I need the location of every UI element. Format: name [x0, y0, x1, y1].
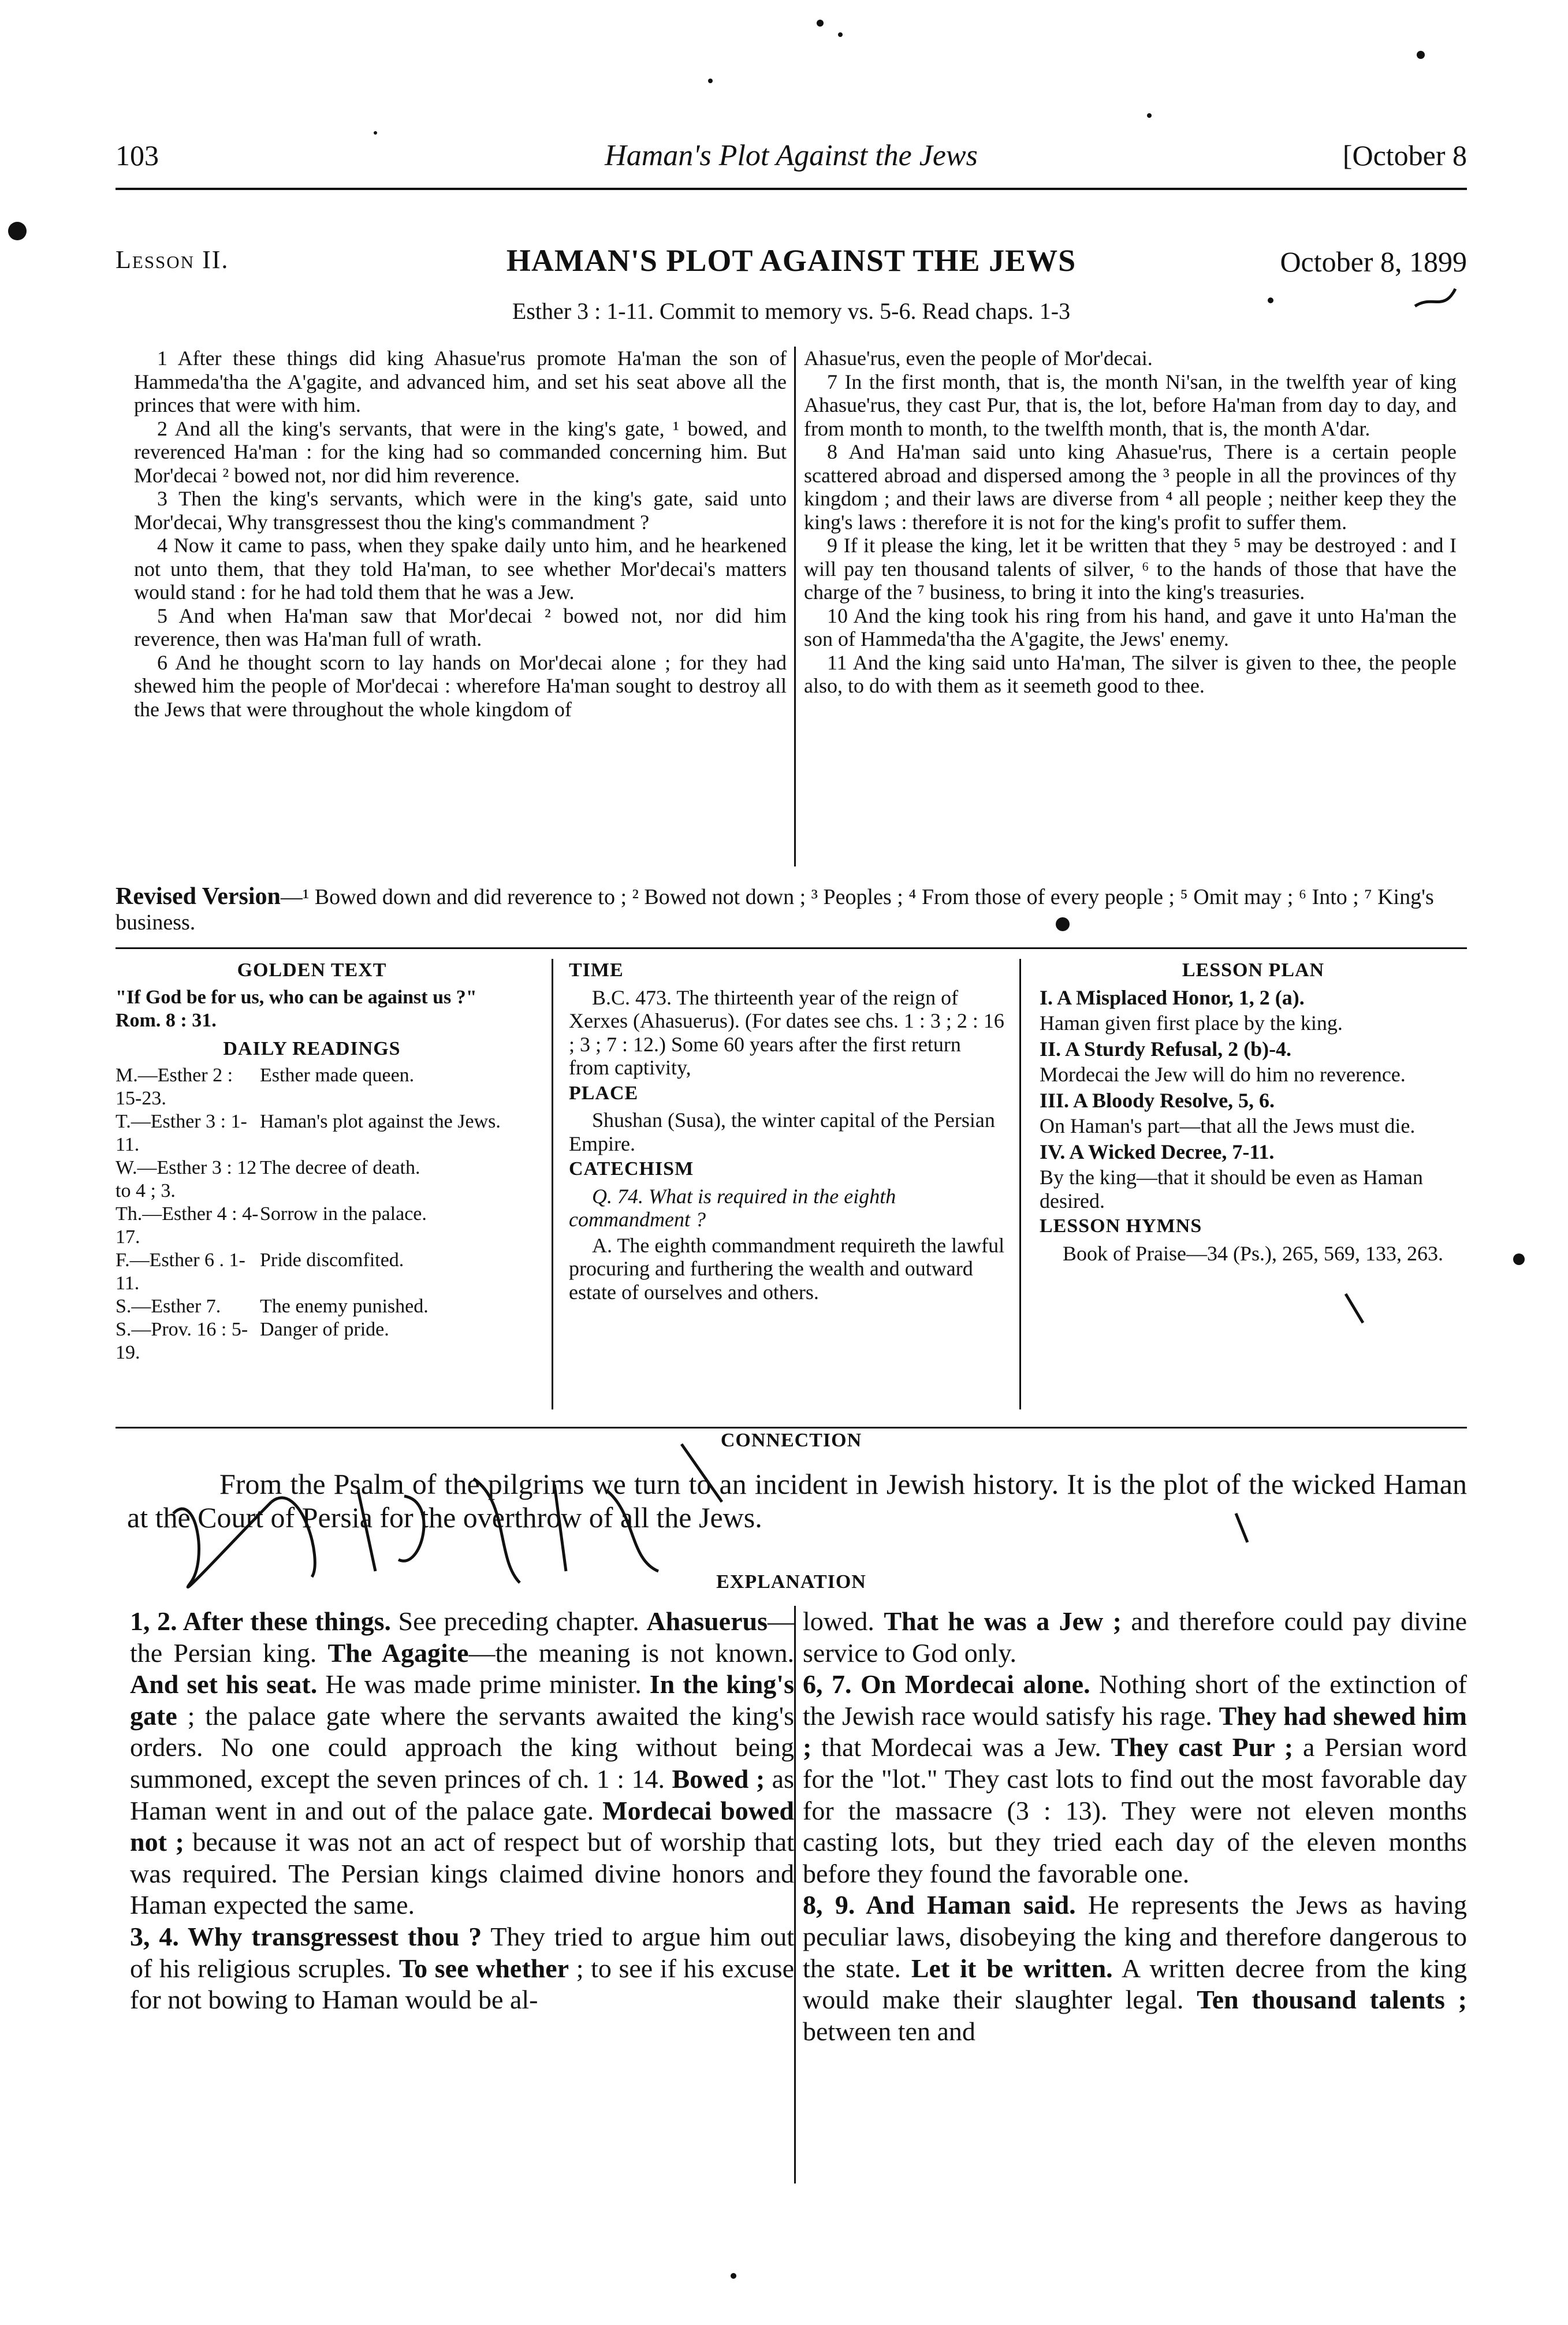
explanation-note: ; to see if his excuse for not bowing to Haman would be al- — [130, 1953, 795, 2015]
golden-text: "If God be for us, who can be against us ?" Rom. 8 : 31. — [116, 986, 477, 1031]
explanation-left-column — [130, 1606, 794, 2016]
verse: 8 And Ha'man said unto king Ahasue'rus, There is a certain people scattered abroad and dispersed among the ³ people in all the provinces of thy kingdom ; and their laws are diverse from ⁴ all people ; neither keep they the king's laws : therefore it is not for the king's profit to suffer them. — [804, 440, 1457, 534]
daily-reading — [116, 1203, 508, 1249]
lesson-hymns-heading: LESSON HYMNS — [1040, 1215, 1202, 1237]
plan-item-title: III. A Bloody Resolve, 5, 6. — [1040, 1088, 1275, 1112]
time-text: B.C. 473. The thirteenth year of the reign of Xerxes (Ahasuerus). (For dates see chs. 1 : 3 ; 2 : 16 ; 3 ; 7 : 12.) Some 60 years after the first return from captivity, — [569, 985, 1004, 1079]
lesson-title: HAMAN'S PLOT AGAINST THE JEWS — [506, 243, 1077, 278]
section-rule — [116, 947, 1467, 949]
reading-topic: The enemy punished. — [260, 1296, 429, 1317]
explanation-term: 3, 4. Why transgressest thou ? — [130, 1921, 482, 1951]
lesson-heading — [116, 243, 1467, 295]
verse: 9 If it please the king, let it be written that they ⁵ may be destroyed : and I will pay ten thousand talents of silver, ⁶ to the hands of those that have the charge of the ⁷ business, to bring it into the king's treasuries. — [804, 534, 1457, 604]
reading-topic: Esther made queen. — [260, 1065, 415, 1086]
explanation-note: He represents the Jews as having peculiar laws, disobeying the king and therefore dangerous to the state. — [803, 1890, 1467, 1983]
explanation-note: See preceding chapter. — [390, 1606, 647, 1636]
explanation-paragraph — [803, 1889, 1467, 2047]
reading-topic: Pride discomfited. — [260, 1249, 404, 1271]
section-rule — [116, 1427, 1467, 1429]
explanation-note: ; the palace gate where the servants awaited the king's orders. No one could approach the king without being summoned, except the seven princes of ch. 1 : 14. — [130, 1701, 794, 1794]
explanation-term: The Agagite — [327, 1638, 469, 1668]
verse: 10 And the king took his ring from his hand, and gave it unto Ha'man the son of Hammeda'tha the A'gagite, the Jews' enemy. — [804, 604, 1457, 650]
verse: 11 And the king said unto Ha'man, The silver is given to thee, the people also, to do with them as it seemeth good to thee. — [804, 650, 1457, 697]
lesson-number: Lesson II. — [116, 245, 229, 274]
explanation-note: —the Persian king. — [130, 1606, 794, 1668]
catechism-question: Q. 74. What is required in the eighth commandment ? — [569, 1184, 896, 1231]
lesson-date: October 8, 1899 — [1280, 245, 1467, 278]
explanation-note: that Mordecai was a Jew. — [811, 1732, 1111, 1762]
daily-readings-heading: DAILY READINGS — [223, 1037, 401, 1059]
explanation-term: Ten thousand talents ; — [1197, 1985, 1467, 2015]
reading-topic: Danger of pride. — [260, 1319, 389, 1340]
verse: 2 And all the king's servants, that were in the king's gate, ¹ bowed, and reverenced Ha'man : for the king had so commanded concerning him. But Mor'decai ² bowed not, nor did him reverence. — [134, 416, 787, 487]
column-divider — [794, 1606, 796, 2183]
lesson-plan-heading: LESSON PLAN — [1182, 959, 1325, 981]
plan-item-title: II. A Sturdy Refusal, 2 (b)-4. — [1040, 1037, 1292, 1061]
reading-ref: S.—Esther 7. — [116, 1296, 221, 1317]
explanation-paragraph — [803, 1669, 1467, 1889]
revised-version-label: Revised Version — [116, 883, 281, 910]
reading-ref: F.—Esther 6 . 1-11. — [116, 1249, 245, 1294]
catechism-answer: A. The eighth commandment requireth the lawful procuring and furthering the wealth and outward estate of ourselves and others. — [569, 1233, 1005, 1304]
revised-version-note — [116, 884, 1467, 935]
explanation-note: lowed. — [803, 1606, 884, 1636]
time-place-catechism-column — [569, 959, 1005, 1306]
connection-heading: CONNECTION — [720, 1430, 862, 1451]
place-heading: PLACE — [569, 1082, 639, 1104]
daily-reading — [116, 1156, 508, 1203]
verse: 3 Then the king's servants, which were in the king's gate, said unto Mor'decai, Why transgressest thou the king's commandment ? — [134, 487, 787, 534]
reading-topic: Haman's plot against the Jews. — [260, 1111, 501, 1132]
explanation-note: because it was not an act of respect but of worship that was required. The Persian kings claimed divine honors and Haman expected the same. — [130, 1827, 794, 1920]
reading-topic: Sorrow in the palace. — [260, 1203, 427, 1225]
reading-ref: T.—Esther 3 : 1-11. — [116, 1111, 247, 1155]
daily-reading — [116, 1064, 508, 1110]
time-heading: TIME — [569, 959, 624, 981]
explanation-term: To see whether — [398, 1953, 569, 1983]
explanation-note: between ten and — [803, 2016, 975, 2046]
catechism-heading: CATECHISM — [569, 1158, 694, 1180]
column-divider — [1019, 959, 1021, 1409]
verses-left-column — [134, 347, 787, 721]
running-title: Haman's Plot Against the Jews — [605, 139, 978, 172]
explanation-note: and therefore could pay divine service to God only. — [803, 1606, 1467, 1668]
explanation-right-column — [803, 1606, 1467, 2047]
explanation-term: That he was a Jew ; — [884, 1606, 1122, 1636]
plan-item-text: By the king—that it should be even as Haman desired. — [1040, 1166, 1423, 1212]
running-date: [October 8 — [1342, 139, 1467, 172]
explanation-term: 8, 9. And Haman said. — [803, 1890, 1076, 1920]
verse: 7 In the first month, that is, the month Ni'san, in the twelfth year of king Ahasue'rus, they cast Pur, that is, the lot, before Ha'man from day to day, and from month to month, to the twelfth month, that is, the month A'dar. — [804, 370, 1457, 440]
verse: 4 Now it came to pass, when they spake daily unto him, and he hearkened not unto them, that they told Ha'man, to see whether Mor'decai's matters would stand : for he had told them that he was a Jew. — [134, 534, 787, 604]
revised-version-text: —¹ Bowed down and did reverence to ; ² Bowed not down ; ³ Peoples ; ⁴ From those of every people ; ⁵ Omit may ; ⁶ Into ; ⁷ King's business. — [116, 885, 1434, 935]
explanation-term: Ahasuerus — [646, 1606, 768, 1636]
plan-item-title: IV. A Wicked Decree, 7-11. — [1040, 1140, 1275, 1163]
daily-reading — [116, 1249, 508, 1295]
reading-ref: W.—Esther 3 : 12 to 4 ; 3. — [116, 1157, 257, 1201]
explanation-heading: EXPLANATION — [716, 1571, 866, 1593]
verse: 5 And when Ha'man saw that Mor'decai ² bowed not, nor did him reverence, then was Ha'man full of wrath. — [134, 604, 787, 650]
golden-text-column — [116, 959, 508, 1364]
verse: 6 And he thought scorn to lay hands on Mor'decai alone ; for they had shewed him the people of Mor'decai : wherefore Ha'man sought to destroy all the Jews that were throughout the whole kingdom of — [134, 650, 787, 721]
explanation-term: Bowed ; — [672, 1764, 765, 1794]
page-number: 103 — [116, 139, 159, 172]
scripture-reference: Esther 3 : 1-11. Commit to memory vs. 5-6. Read chaps. 1-3 — [512, 298, 1071, 324]
explanation-note: a Persian word for the "lot." They cast lots to find out the most favorable day for the massacre (3 : 13). They were not eleven months casting lots, but they tried each day of the eleven months before they found the favorable one. — [803, 1732, 1468, 1888]
reading-ref: M.—Esther 2 : 15-23. — [116, 1065, 233, 1109]
explanation-term: They had shewed him ; — [803, 1701, 1467, 1762]
explanation-term: Let it be written. — [911, 1953, 1113, 1983]
explanation-note: They tried to argue him out of his religious scruples. — [130, 1921, 794, 1983]
connection-text: From the Psalm of the pilgrims we turn to an incident in Jewish history. It is the plot of the wicked Haman at the Court of Persia for the overthrow of all the Jews. — [127, 1468, 1467, 1534]
running-header — [116, 139, 1467, 191]
daily-reading — [116, 1318, 508, 1364]
plan-item-text: On Haman's part—that all the Jews must die. — [1040, 1114, 1416, 1137]
explanation-paragraph — [130, 1921, 794, 2016]
explanation-term: And set his seat. — [130, 1669, 318, 1699]
lesson-hymns-text: Book of Praise—34 (Ps.), 265, 569, 133, 263. — [1063, 1241, 1443, 1265]
verse: Ahasue'rus, even the people of Mor'decai. — [804, 347, 1153, 370]
explanation-term: In the king's gate — [130, 1669, 794, 1731]
explanation-paragraph — [803, 1606, 1467, 1669]
daily-reading — [116, 1295, 508, 1318]
plan-item-title: I. A Misplaced Honor, 1, 2 (a). — [1040, 985, 1305, 1009]
lesson-plan-column — [1040, 959, 1467, 1267]
verse: 1 After these things did king Ahasue'rus promote Ha'man the son of Hammeda'tha the A'gagite, and advanced him, and set his seat above all the princes that were with him. — [134, 347, 787, 416]
explanation-note: as Haman went in and out of the palace gate. — [130, 1764, 794, 1825]
plan-item-text: Mordecai the Jew will do him no reverence. — [1040, 1063, 1406, 1086]
explanation-note: Nothing short of the extinction of the Jewish race would satisfy his rage. — [803, 1669, 1467, 1731]
golden-text-heading: GOLDEN TEXT — [237, 959, 387, 981]
reading-topic: The decree of death. — [260, 1157, 420, 1178]
reading-ref: S.—Prov. 16 : 5-19. — [116, 1319, 248, 1363]
daily-reading — [116, 1110, 508, 1156]
explanation-note: —the meaning is not known. — [468, 1638, 794, 1668]
explanation-term: They cast Pur ; — [1111, 1732, 1294, 1762]
header-rule — [116, 188, 1467, 190]
explanation-term: Mordecai bowed not ; — [130, 1795, 794, 1857]
column-divider — [794, 347, 796, 866]
place-text: Shushan (Susa), the winter capital of the Persian Empire. — [569, 1108, 995, 1155]
explanation-term: 1, 2. After these things. — [130, 1606, 391, 1636]
plan-item-text: Haman given first place by the king. — [1040, 1011, 1343, 1035]
explanation-paragraph — [130, 1606, 794, 1921]
explanation-note: A written decree from the king would make their slaughter legal. — [803, 1953, 1467, 2015]
reading-ref: Th.—Esther 4 : 4-17. — [116, 1203, 259, 1248]
explanation-note: He was made prime minister. — [317, 1669, 650, 1699]
verses-right-column — [804, 347, 1457, 698]
column-divider — [552, 959, 553, 1409]
explanation-term: 6, 7. On Mordecai alone. — [803, 1669, 1090, 1699]
